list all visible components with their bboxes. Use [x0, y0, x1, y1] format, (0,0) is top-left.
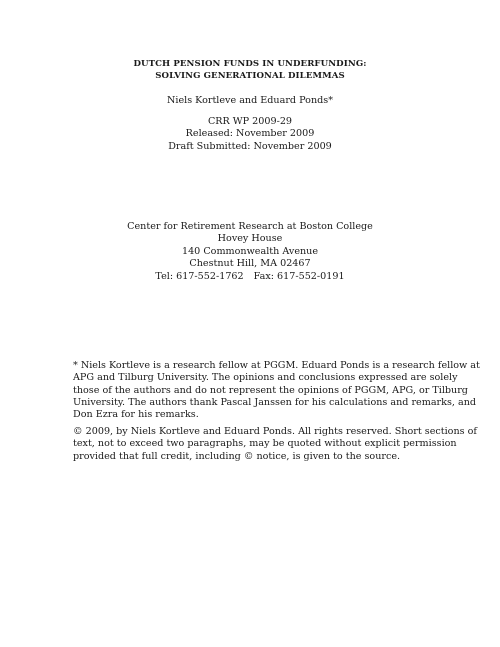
telephone: Tel: 617-552-1762	[155, 270, 244, 282]
city-state-zip: Chestnut Hill, MA 02467	[189, 258, 311, 270]
footnote-line: APG and Tilburg University. The opinions and conclusions expressed are solely	[73, 372, 458, 384]
title-line-1: DUTCH PENSION FUNDS IN UNDERFUNDING:	[133, 59, 367, 69]
copyright-notice	[73, 426, 477, 463]
street-address: 140 Commonwealth Avenue	[181, 245, 319, 257]
paper-title	[0, 58, 500, 82]
copyright-line: text, not to exceed two paragraphs, may be quoted without explicit permission	[73, 438, 457, 450]
release-date: Released: November 2009	[185, 128, 315, 140]
author-footnote	[73, 360, 480, 421]
copyright-line: © 2009, by Niels Kortleve and Eduard Ponds. All rights reserved. Short sections of	[73, 426, 477, 437]
building-name: Hovey House	[217, 233, 283, 245]
institution-address	[0, 221, 500, 283]
authors: Niels Kortleve and Eduard Ponds*	[167, 95, 333, 106]
fax: Fax: 617-552-0191	[253, 270, 345, 282]
contact-line	[0, 271, 500, 283]
institution-name: Center for Retirement Research at Boston College	[127, 221, 373, 232]
footnote-line: Don Ezra for his remarks.	[73, 409, 199, 421]
footnote-line: * Niels Kortleve is a research fellow at PGGM. Eduard Ponds is a research fellow at	[73, 360, 480, 371]
footnote-line: University. The authors thank Pascal Janssen for his calculations and remarks, and	[73, 396, 477, 408]
paper-info	[0, 116, 500, 153]
title-line-2: SOLVING GENERATIONAL DILEMMAS	[155, 71, 345, 81]
footnote-line: those of the authors and do not represent the opinions of PGGM, APG, or Tilburg	[73, 384, 468, 396]
working-paper-number: CRR WP 2009-29	[207, 116, 293, 127]
copyright-line: provided that full credit, including © notice, is given to the source.	[73, 450, 401, 462]
submission-date: Draft Submitted: November 2009	[168, 140, 332, 152]
